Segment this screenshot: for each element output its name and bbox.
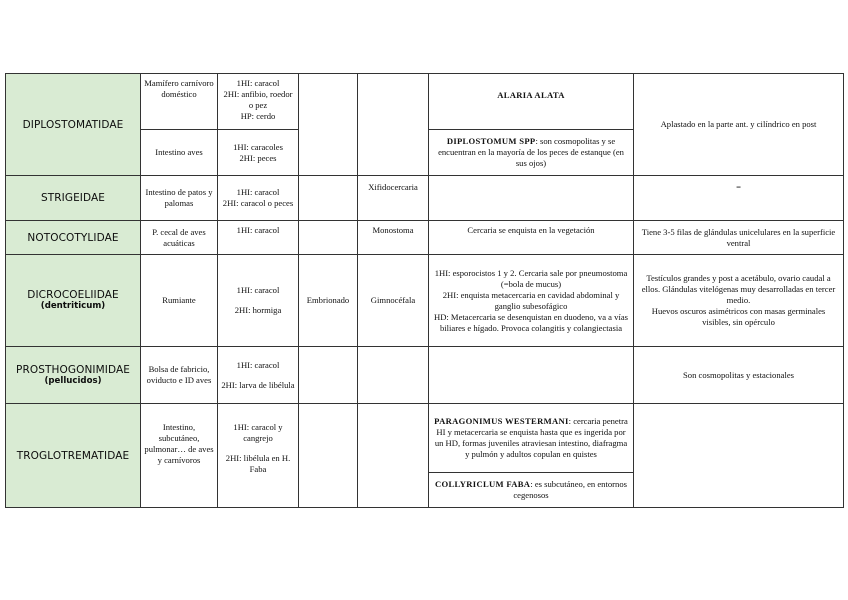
cycle-line: 2HI: caracol o peces: [222, 198, 294, 208]
host-cell: Intestino, subcutáneo, pulmonar… de aves y carnívoros: [141, 404, 218, 508]
table-row: [6, 347, 844, 404]
cycle-line: 1HI: caracoles: [233, 141, 283, 152]
cycle-line: HP: cerdo: [240, 111, 276, 121]
notes-cell: Son cosmopolitas y estacionales: [634, 347, 844, 404]
description-line: 1HI: esporocistos 1 y 2. Cercaria sale por pneumostoma (=bola de mucus): [434, 267, 628, 289]
family-name: PROSTHOGONIMIDAE: [16, 363, 130, 376]
notes-cell: [634, 255, 844, 347]
notes-line: Testículos grandes y post a acetábulo, ovario caudal a ellos. Glándulas vitelógenas muy desarrolladas en tercer medio.: [641, 273, 836, 305]
cycle-line: 1HI: caracol: [236, 78, 280, 88]
notes-cell: Tiene 3-5 filas de glándulas unicelulares en la superficie ventral: [634, 221, 844, 255]
cycle-cell: [218, 130, 299, 176]
species-cell: [429, 404, 634, 473]
family-name-cell: [6, 347, 141, 404]
family-name: DICROCOELIIDAE: [27, 289, 119, 301]
notes-line: Huevos oscuros asimétricos con masas germinales visibles, sin opérculo: [651, 306, 826, 327]
egg-cell: [299, 74, 358, 176]
species-description: : cercaria penetra HI y metacercaria se enquista hasta que es ingerida por un HD, formas juveniles atraviesan intestino, diafragma y pulmón y adultos copulan en quistes: [434, 416, 628, 459]
cycle-line: 1HI: caracol: [236, 359, 280, 370]
cercaria-cell: [358, 347, 429, 404]
family-subtitle: (pellucidos): [44, 375, 102, 386]
cycle-line: 2HI: hormiga: [234, 305, 282, 315]
species-cell: [429, 130, 634, 176]
cycle-cell: [218, 221, 299, 255]
cycle-cell: [218, 255, 299, 347]
spacer: [221, 371, 295, 380]
cycle-line: 1HI: caracol y cangrejo: [233, 422, 283, 443]
family-subtitle: (dentriticum): [40, 301, 106, 311]
cercaria-cell: [358, 74, 429, 176]
spacer: [221, 444, 295, 453]
species-name: COLLYRICLUM FABA: [435, 479, 531, 489]
egg-cell: [299, 347, 358, 404]
cycle-line: 2HI: anfibio, roedor o pez: [223, 89, 293, 110]
host-cell: Intestino aves: [141, 130, 218, 176]
cercaria-cell: Xifidocercaria: [358, 176, 429, 221]
species-name: ALARIA ALATA: [429, 74, 634, 130]
notes-cell: [634, 404, 844, 508]
species-description: : son cosmopolitas y se encuentran en la mayoría de los peces de estanque (en sus ojos): [438, 136, 624, 168]
table-row: [6, 176, 844, 221]
description-cell: [429, 255, 634, 347]
species-name: PARAGONIMUS WESTERMANI: [434, 416, 569, 426]
cercaria-cell: Monostoma: [358, 221, 429, 255]
cycle-cell: [218, 74, 299, 130]
host-cell: Bolsa de fabricio, oviducto e ID aves: [141, 347, 218, 404]
cycle-line: 1HI: caracol: [236, 285, 280, 295]
egg-cell: Embrionado: [299, 255, 358, 347]
notes-cell: =: [634, 176, 844, 221]
family-name-cell: [6, 221, 141, 255]
cycle-cell: [218, 176, 299, 221]
cycle-line: 1HI: caracol: [236, 187, 280, 197]
description-cell: Cercaria se enquista en la vegetación: [429, 221, 634, 255]
family-name-cell: [6, 74, 141, 176]
cycle-line: 2HI: larva de libélula: [221, 379, 295, 390]
notes-cell: Aplastado en la parte ant. y cilíndrico en post: [634, 74, 844, 176]
description-cell: [429, 347, 634, 404]
family-name: STRIGEIDAE: [40, 192, 106, 204]
cycle-cell: [218, 404, 299, 508]
cycle-cell: [218, 347, 299, 404]
description-line: HD: Metacercaria se desenquistan en duodeno, va a vías biliares e hígado. Provoca colangitis y colangiectasia: [433, 311, 628, 333]
host-cell: Intestino de patos y palomas: [141, 176, 218, 221]
family-name: NOTOCOTYLIDAE: [27, 231, 119, 244]
table-row: [6, 255, 844, 347]
table-row: [6, 404, 844, 473]
host-cell: Mamífero carnívoro doméstico: [141, 74, 218, 130]
description-cell: [429, 176, 634, 221]
egg-cell: [299, 221, 358, 255]
cycle-line: 2HI: peces: [239, 152, 277, 163]
cycle-line: 1HI: caracol: [236, 225, 280, 235]
egg-cell: [299, 176, 358, 221]
species-cell: [429, 473, 634, 508]
species-name: DIPLOSTOMUM SPP: [446, 136, 536, 146]
cercaria-cell: Gimnocéfala: [358, 255, 429, 347]
trematode-families-table: [5, 73, 844, 508]
host-cell: P. cecal de aves acuáticas: [141, 221, 218, 255]
cycle-line: 2HI: libélula en H. Faba: [225, 453, 291, 474]
host-cell: Rumiante: [141, 255, 218, 347]
table-row: [6, 221, 844, 255]
spacer: [221, 296, 295, 305]
family-name: DIPLOSTOMATIDAE: [22, 118, 124, 131]
cercaria-cell: [358, 404, 429, 508]
family-name-cell: [6, 255, 141, 347]
family-name: TROGLOTREMATIDAE: [16, 449, 130, 462]
family-name-cell: [6, 176, 141, 221]
species-description: : es subcutáneo, en entornos cegenosos: [513, 479, 627, 500]
family-name-cell: [6, 404, 141, 508]
table-row: [6, 74, 844, 130]
description-line: 2HI: enquista metacercaria en cavidad abdominal y ganglio subesofágico: [442, 289, 620, 311]
egg-cell: [299, 404, 358, 508]
